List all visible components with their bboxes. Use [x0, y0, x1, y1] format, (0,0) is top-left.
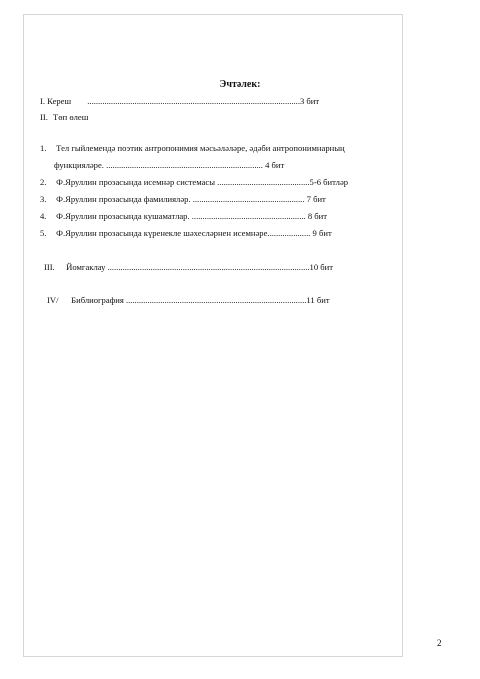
- toc-entry-1-continued: [54, 160, 284, 171]
- toc-entry-page: 3 бит: [299, 96, 320, 106]
- toc-entry-text: Ф.Яруллин прозасында кушаматлар.: [56, 211, 190, 221]
- toc-entry-number: 2.: [40, 177, 47, 187]
- toc-entry-page: 7 бит: [306, 194, 326, 204]
- toc-entry-page: 4 бит: [265, 160, 285, 170]
- toc-entry-5: [40, 228, 332, 239]
- toc-entry-dots: .........................................................................: [106, 160, 263, 170]
- toc-entry-text: Йомгаклау: [66, 262, 106, 272]
- toc-entry-number: 5.: [40, 228, 47, 238]
- toc-entry-page: 8 бит: [307, 211, 327, 221]
- toc-entry-page: 5-6 битләр: [309, 177, 349, 187]
- toc-entry-1: [40, 143, 345, 154]
- toc-entry-page: 10 бит: [309, 262, 334, 272]
- toc-entry-dots: ....................: [267, 228, 311, 238]
- toc-entry-text: Кереш: [47, 96, 72, 106]
- toc-entry-3: [40, 194, 326, 205]
- toc-entry-number: 4.: [40, 211, 47, 221]
- toc-entry-text: Ф.Яруллин прозасында күренекле шәхесләрнен исемнәре: [56, 228, 268, 238]
- toc-entry-number: I.: [40, 96, 46, 106]
- toc-entry-text: функцияләре.: [54, 160, 104, 170]
- toc-entry-dots: .....................................................: [191, 211, 306, 221]
- toc-entry-dots: ....................................................: [192, 194, 305, 204]
- toc-entry-conclusion: [44, 262, 333, 273]
- toc-entry-number: II.: [40, 112, 48, 122]
- toc-entry-text: Төп өлеш: [53, 112, 89, 122]
- toc-entry-2: [40, 177, 348, 188]
- toc-entry-number: IV/: [47, 295, 59, 305]
- toc-entry-dots: ...................................................................................................: [87, 96, 300, 106]
- toc-entry-dots: ...........................................: [217, 177, 310, 187]
- toc-entry-number: 1.: [40, 143, 47, 153]
- toc-entry-4: [40, 211, 327, 222]
- toc-entry-intro: [40, 96, 319, 107]
- page-border: [23, 14, 403, 657]
- page-number: 2: [437, 638, 442, 648]
- toc-entry-bibliography: [47, 295, 330, 306]
- toc-entry-number: III.: [44, 262, 55, 272]
- toc-entry-dots: ..............................................................................................: [107, 262, 310, 272]
- toc-entry-text: Тел гыйлемендә поэтик антропонимия мәсьәләләре, әдәби антропонимнарның: [56, 143, 345, 153]
- toc-entry-dots: ....................................................................................: [125, 295, 307, 305]
- toc-entry-text: Библиография: [71, 295, 124, 305]
- toc-entry-main: [40, 112, 88, 123]
- toc-entry-page: 9 бит: [312, 228, 332, 238]
- toc-entry-text: Ф.Яруллин прозасында фамилияләр.: [56, 194, 191, 204]
- toc-entry-number: 3.: [40, 194, 47, 204]
- toc-entry-page: 11 бит: [306, 295, 330, 305]
- toc-title: Эчтәлек:: [219, 79, 261, 90]
- toc-entry-text: Ф.Яруллин прозасында исемнәр системасы: [56, 177, 215, 187]
